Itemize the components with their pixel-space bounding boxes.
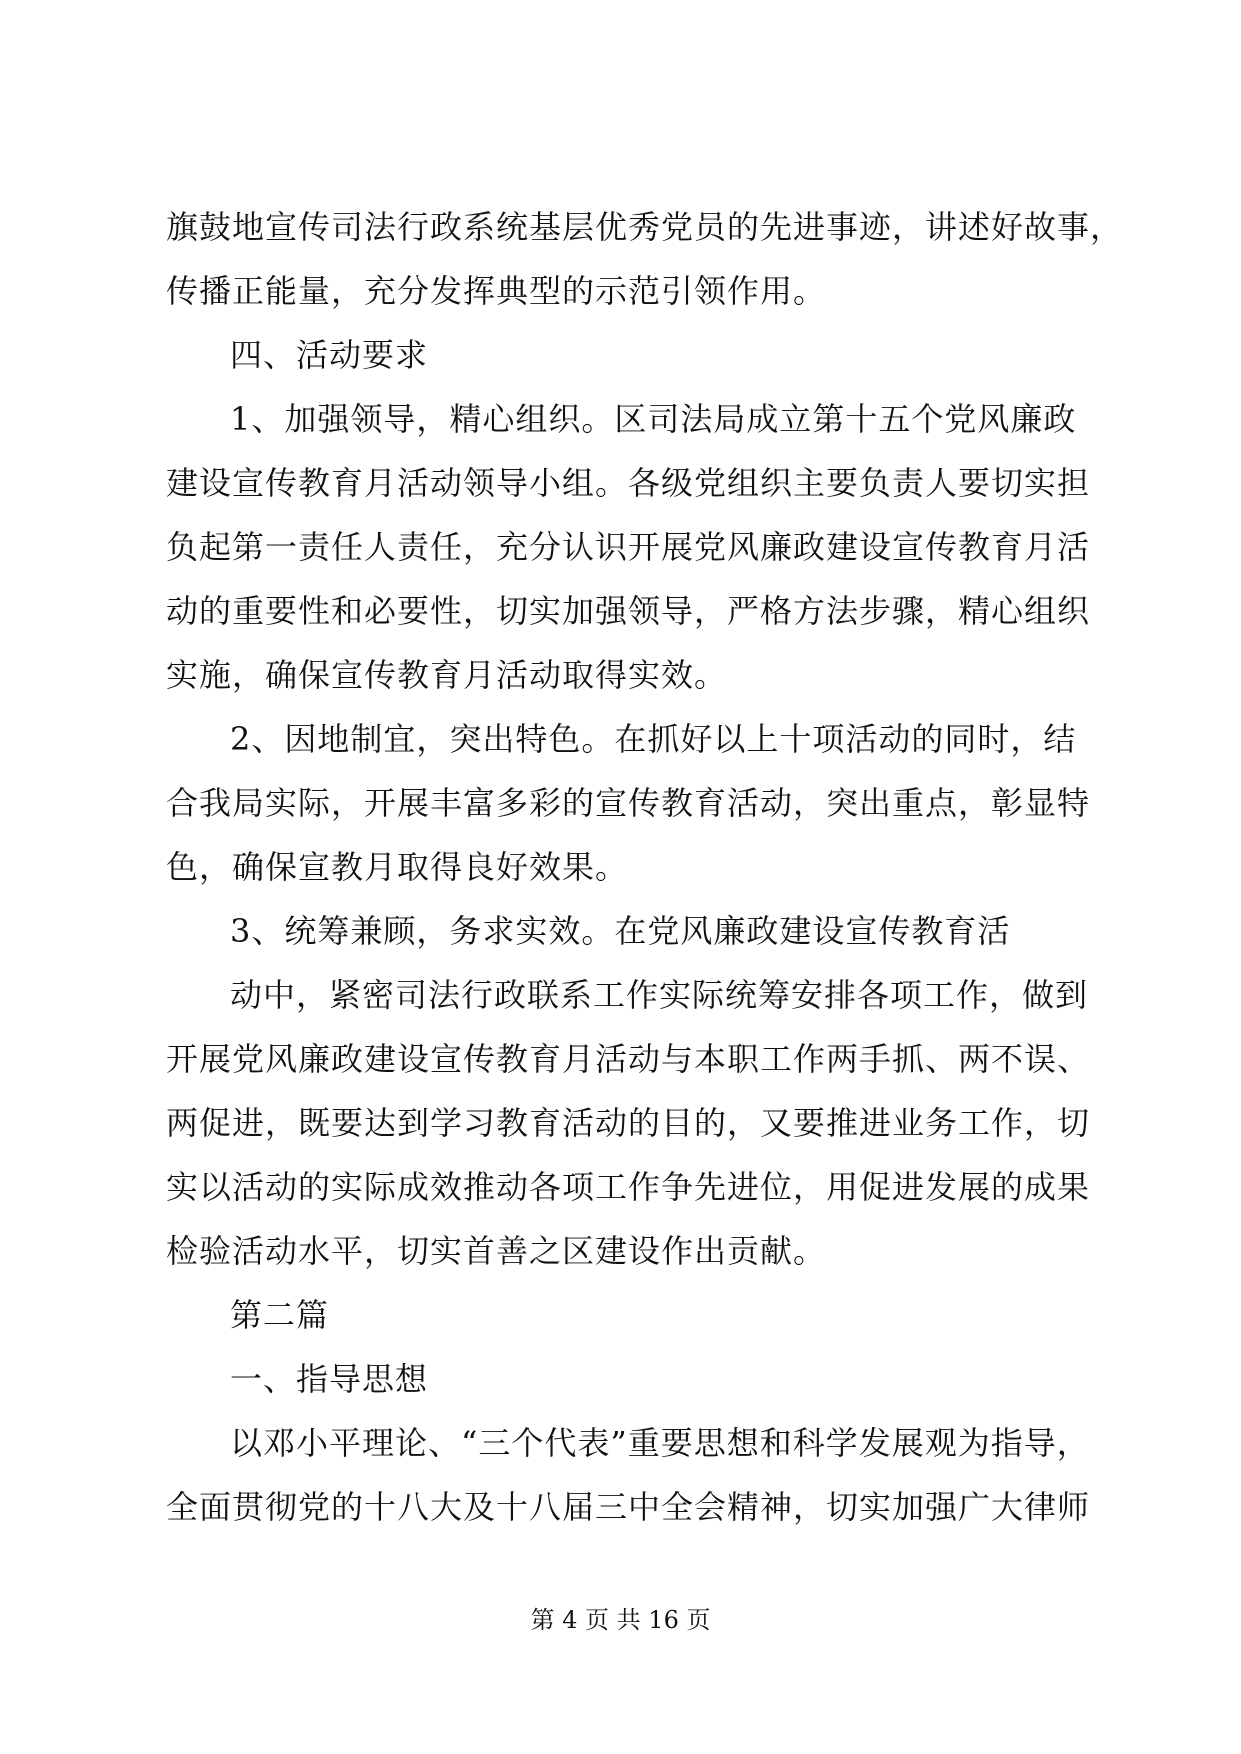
text-line: 动的重要性和必要性，切实加强领导，严格方法步骤，精心组织 (166, 592, 1091, 630)
text-line: 传播正能量，充分发挥典型的示范引领作用。 (166, 272, 827, 310)
page-number: 第 4 页 共 16 页 (530, 1606, 711, 1634)
text-line: 实以活动的实际成效推动各项工作争先进位，用促进发展的成果 (166, 1168, 1091, 1206)
text-line: 以邓小平理论、“三个代表”重要思想和科学发展观为指导， (230, 1424, 1090, 1462)
section-heading: 一、指导思想 (230, 1360, 429, 1398)
text-line: 旗鼓地宣传司法行政系统基层优秀党员的先进事迹，讲述好故事， (166, 208, 1124, 246)
text-line: 合我局实际，开展丰富多彩的宣传教育活动，突出重点，彰显特 (166, 784, 1091, 822)
text-line: 全面贯彻党的十八大及十八届三中全会精神，切实加强广大律师 (166, 1488, 1091, 1526)
section-heading: 四、活动要求 (230, 336, 429, 374)
text-line: 检验活动水平，切实首善之区建设作出贡献。 (166, 1232, 827, 1270)
text-line: 负起第一责任人责任，充分认识开展党风廉政建设宣传教育月活 (166, 528, 1091, 566)
text-line: 2、因地制宜，突出特色。在抓好以上十项活动的同时，结 (230, 720, 1077, 758)
section-heading: 第二篇 (230, 1296, 330, 1334)
text-line: 1、加强领导，精心组织。区司法局成立第十五个党风廉政 (230, 400, 1077, 438)
text-line: 开展党风廉政建设宣传教育月活动与本职工作两手抓、两不误、 (166, 1040, 1091, 1078)
text-line: 动中，紧密司法行政联系工作实际统筹安排各项工作，做到 (230, 976, 1089, 1014)
document-body (166, 195, 1124, 1539)
text-line: 建设宣传教育月活动领导小组。各级党组织主要负责人要切实担 (166, 464, 1091, 502)
text-line: 色，确保宣教月取得良好效果。 (166, 848, 629, 886)
text-line: 实施，确保宣传教育月活动取得实效。 (166, 656, 728, 694)
text-line: 3、统筹兼顾，务求实效。在党风廉政建设宣传教育活 (230, 912, 1011, 950)
text-line: 两促进，既要达到学习教育活动的目的，又要推进业务工作，切 (166, 1104, 1091, 1142)
